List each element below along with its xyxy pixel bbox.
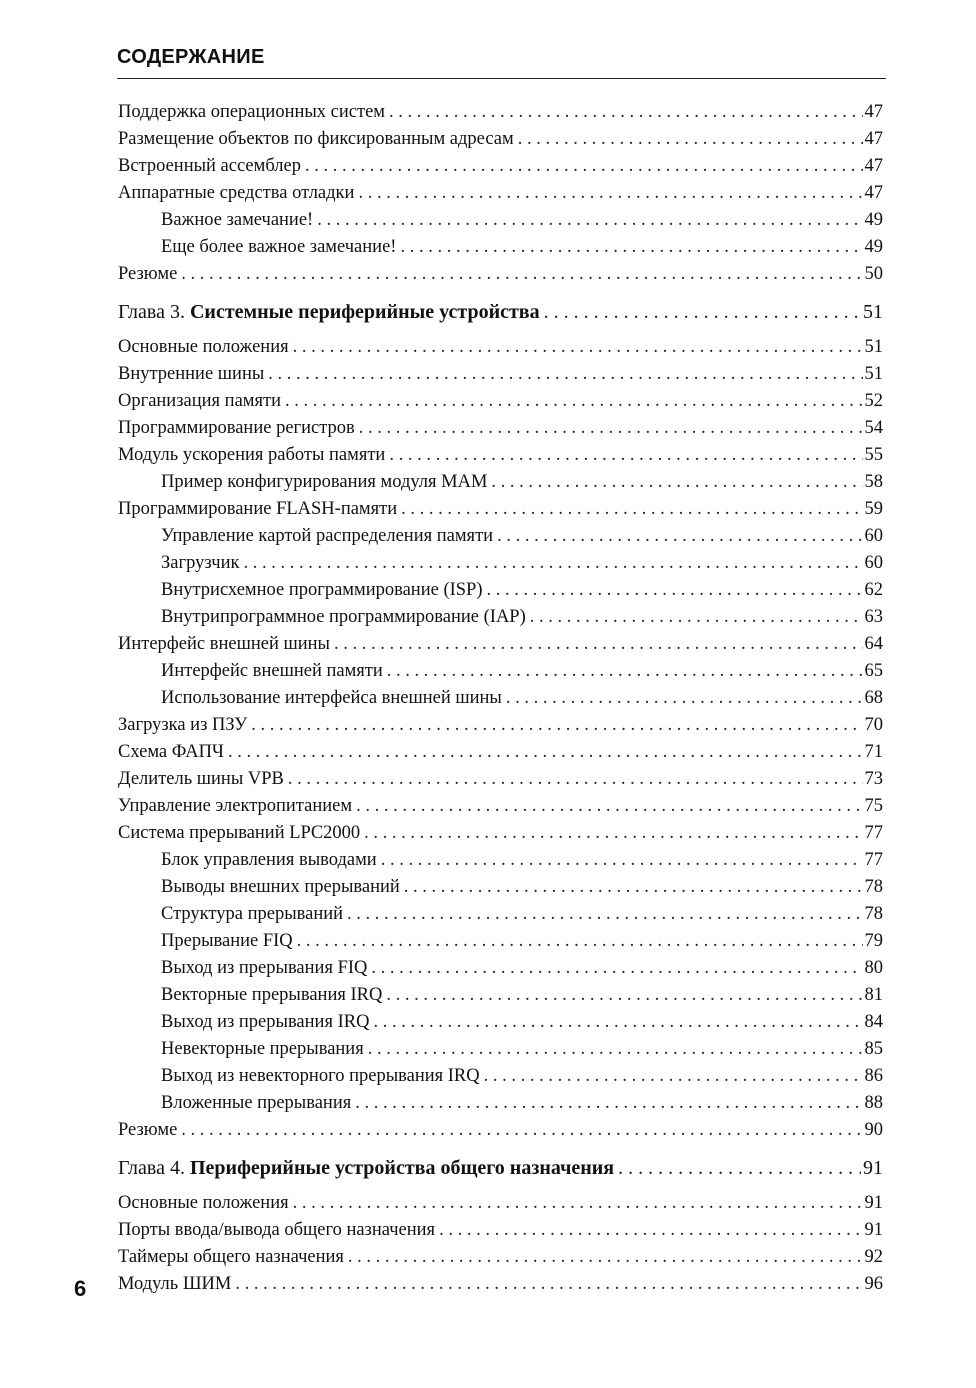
dot-leader [371, 958, 862, 979]
toc-page-number: 68 [864, 688, 883, 708]
toc-entry-title: Интерфейс внешней шины [118, 634, 330, 654]
toc-page-number: 51 [864, 337, 883, 357]
dot-leader [347, 904, 862, 925]
toc-section-row [118, 391, 883, 418]
toc-entry-title: Управление картой распределения памяти [161, 526, 494, 546]
toc-entry-title: Структура прерываний [161, 904, 344, 924]
toc-section-row [118, 742, 883, 769]
toc-entry-title: Порты ввода/вывода общего назначения [118, 1220, 436, 1240]
toc-entry-title: Основные положения [118, 337, 289, 357]
toc-section-row [118, 715, 883, 742]
toc-entry-title: Аппаратные средства отладки [118, 183, 355, 203]
toc-page-number: 90 [864, 1120, 883, 1140]
toc-entry-title: Невекторные прерывания [161, 1039, 364, 1059]
dot-leader [293, 1193, 863, 1214]
toc-subsection-row [118, 985, 883, 1012]
dot-leader [297, 931, 863, 952]
dot-leader [544, 301, 861, 324]
toc-section-row [118, 1193, 883, 1220]
toc-subsection-row [118, 931, 883, 958]
toc-page-number: 85 [864, 1039, 883, 1059]
toc-section-row [118, 264, 883, 291]
toc-page-number: 47 [864, 156, 883, 176]
toc-entry-title [118, 301, 544, 324]
toc-subsection-row [118, 210, 883, 237]
toc-section-row [118, 1247, 883, 1274]
toc-page-number: 71 [864, 742, 883, 762]
toc-section-row [118, 337, 883, 364]
toc-page-number: 84 [864, 1012, 883, 1032]
toc-chapter-row [118, 1157, 883, 1189]
toc-entry-title: Загрузчик [161, 553, 240, 573]
toc-entry-title: Выход из прерывания IRQ [161, 1012, 370, 1032]
toc-entry-title: Резюме [118, 264, 178, 284]
toc-page-number: 60 [864, 553, 883, 573]
toc-subsection-row [118, 553, 883, 580]
toc-page-number: 47 [864, 183, 883, 203]
toc-page-number: 79 [864, 931, 883, 951]
toc-section-row [118, 129, 883, 156]
toc-section-row [118, 156, 883, 183]
toc-subsection-row [118, 472, 883, 499]
dot-leader [381, 850, 863, 871]
dot-leader [228, 742, 863, 763]
chapter-prefix: Глава 3. [118, 301, 185, 323]
toc-page-number: 75 [864, 796, 883, 816]
toc-page-number: 77 [864, 850, 883, 870]
dot-leader [243, 553, 862, 574]
toc-section-row [118, 445, 883, 472]
toc-entry-title: Пример конфигурирования модуля MAM [161, 472, 488, 492]
chapter-prefix: Глава 4. [118, 1157, 185, 1179]
toc-entry-title: Блок управления выводами [161, 850, 377, 870]
dot-leader [618, 1157, 861, 1180]
dot-leader [491, 472, 862, 493]
toc-entry-title: Прерывание FIQ [161, 931, 293, 951]
dot-leader [497, 526, 862, 547]
toc-section-row [118, 823, 883, 850]
toc-subsection-row [118, 1039, 883, 1066]
toc-page-number: 78 [864, 877, 883, 897]
dot-leader [317, 210, 862, 231]
dot-leader [268, 364, 862, 385]
toc-entry-title: Организация памяти [118, 391, 281, 411]
toc-entry-title: Таймеры общего назначения [118, 1247, 344, 1267]
toc-subsection-row [118, 904, 883, 931]
toc-page-number: 88 [864, 1093, 883, 1113]
toc-subsection-row [118, 1093, 883, 1120]
toc-page-number: 78 [864, 904, 883, 924]
dot-leader [389, 102, 863, 123]
toc-entry-title: Внутрипрограммное программирование (IAP) [161, 607, 526, 627]
toc-page-number: 73 [864, 769, 883, 789]
toc-page-number: 52 [864, 391, 883, 411]
toc-subsection-row [118, 688, 883, 715]
toc-entry-title: Система прерываний LPC2000 [118, 823, 361, 843]
dot-leader [334, 634, 863, 655]
toc-entry-title: Резюме [118, 1120, 178, 1140]
toc-entry-title: Важное замечание! [161, 210, 314, 230]
toc-page-number: 55 [864, 445, 883, 465]
toc-entry-title: Вложенные прерывания [161, 1093, 352, 1113]
toc-page-number: 96 [864, 1274, 883, 1294]
toc-subsection-row [118, 607, 883, 634]
toc-page-number: 51 [864, 364, 883, 384]
dot-leader [358, 183, 862, 204]
toc-section-row [118, 499, 883, 526]
toc-subsection-row [118, 877, 883, 904]
toc-page-number: 86 [864, 1066, 883, 1086]
toc-entry-title: Программирование регистров [118, 418, 355, 438]
dot-leader [401, 499, 862, 520]
toc-entry-title: Использование интерфейса внешней шины [161, 688, 502, 708]
toc-entry-title [118, 1157, 618, 1180]
toc-section-row [118, 769, 883, 796]
toc-section-row [118, 1274, 883, 1301]
toc-entry-title: Внутрисхемное программирование (ISP) [161, 580, 483, 600]
dot-leader [293, 337, 863, 358]
toc-section-row [118, 418, 883, 445]
dot-leader [387, 661, 863, 682]
toc-entry-title: Выход из прерывания FIQ [161, 958, 368, 978]
dot-leader [181, 264, 862, 285]
toc-page-number: 64 [864, 634, 883, 654]
toc-subsection-row [118, 1066, 883, 1093]
toc-page-number: 47 [864, 129, 883, 149]
toc-section-row [118, 796, 883, 823]
toc-page-number: 81 [864, 985, 883, 1005]
chapter-title: Периферийные устройства общего назначения [189, 1157, 615, 1179]
toc-page-number: 80 [864, 958, 883, 978]
toc-page-number: 60 [864, 526, 883, 546]
toc-entry-title: Размещение объектов по фиксированным адресам [118, 129, 514, 149]
toc-entry-title: Еще более важное замечание! [161, 237, 397, 257]
dot-leader [389, 445, 862, 466]
toc-page-number: 77 [864, 823, 883, 843]
dot-leader [530, 607, 863, 628]
page-header-title: СОДЕРЖАНИЕ [117, 46, 265, 68]
dot-leader [439, 1220, 862, 1241]
toc-page-number: 50 [864, 264, 883, 284]
toc-page-number: 59 [864, 499, 883, 519]
toc-section-row [118, 102, 883, 129]
toc-page-number: 49 [864, 210, 883, 230]
toc-page-number: 91 [863, 1157, 883, 1179]
table-of-contents [118, 102, 883, 1301]
toc-entry-title: Загрузка из ПЗУ [118, 715, 248, 735]
dot-leader [348, 1247, 863, 1268]
toc-entry-title: Основные положения [118, 1193, 289, 1213]
dot-leader [484, 1066, 863, 1087]
dot-leader [518, 129, 863, 150]
toc-subsection-row [118, 958, 883, 985]
toc-page-number: 65 [864, 661, 883, 681]
toc-page-number: 58 [864, 472, 883, 492]
toc-entry-title: Поддержка операционных систем [118, 102, 385, 122]
toc-entry-title: Делитель шины VPB [118, 769, 284, 789]
dot-leader [285, 391, 863, 412]
dot-leader [288, 769, 863, 790]
toc-entry-title: Управление электропитанием [118, 796, 353, 816]
toc-entry-title: Векторные прерывания IRQ [161, 985, 383, 1005]
dot-leader [404, 877, 863, 898]
toc-entry-title: Встроенный ассемблер [118, 156, 301, 176]
toc-page-number: 49 [864, 237, 883, 257]
dot-leader [506, 688, 863, 709]
header-rule [117, 78, 886, 79]
dot-leader [355, 1093, 862, 1114]
dot-leader [359, 418, 863, 439]
toc-entry-title: Выводы внешних прерываний [161, 877, 400, 897]
toc-page-number: 47 [864, 102, 883, 122]
dot-leader [251, 715, 862, 736]
toc-subsection-row [118, 580, 883, 607]
dot-leader [386, 985, 862, 1006]
dot-leader [368, 1039, 863, 1060]
toc-section-row [118, 183, 883, 210]
toc-page-number: 54 [864, 418, 883, 438]
toc-page-number: 92 [864, 1247, 883, 1267]
toc-entry-title: Программирование FLASH-памяти [118, 499, 398, 519]
toc-subsection-row [118, 237, 883, 264]
toc-section-row [118, 634, 883, 661]
dot-leader [356, 796, 862, 817]
toc-page-number: 62 [864, 580, 883, 600]
toc-entry-title: Модуль ШИМ [118, 1274, 232, 1294]
toc-entry-title: Схема ФАПЧ [118, 742, 224, 762]
toc-section-row [118, 1120, 883, 1147]
dot-leader [235, 1274, 862, 1295]
toc-entry-title: Модуль ускорения работы памяти [118, 445, 386, 465]
toc-section-row [118, 1220, 883, 1247]
toc-subsection-row [118, 526, 883, 553]
page-number: 6 [74, 1276, 87, 1301]
toc-page-number: 91 [864, 1193, 883, 1213]
dot-leader [400, 237, 862, 258]
toc-subsection-row [118, 1012, 883, 1039]
toc-section-row [118, 364, 883, 391]
toc-entry-title: Интерфейс внешней памяти [161, 661, 383, 681]
toc-chapter-row [118, 301, 883, 333]
toc-subsection-row [118, 850, 883, 877]
chapter-title: Системные периферийные устройства [189, 301, 540, 323]
toc-page-number: 91 [864, 1220, 883, 1240]
dot-leader [373, 1012, 862, 1033]
toc-page-number: 63 [864, 607, 883, 627]
dot-leader [181, 1120, 862, 1141]
toc-entry-title: Внутренние шины [118, 364, 265, 384]
toc-page-number: 51 [863, 301, 883, 323]
toc-subsection-row [118, 661, 883, 688]
toc-entry-title: Выход из невекторного прерывания IRQ [161, 1066, 480, 1086]
toc-page-number: 70 [864, 715, 883, 735]
dot-leader [305, 156, 863, 177]
dot-leader [364, 823, 862, 844]
dot-leader [487, 580, 863, 601]
